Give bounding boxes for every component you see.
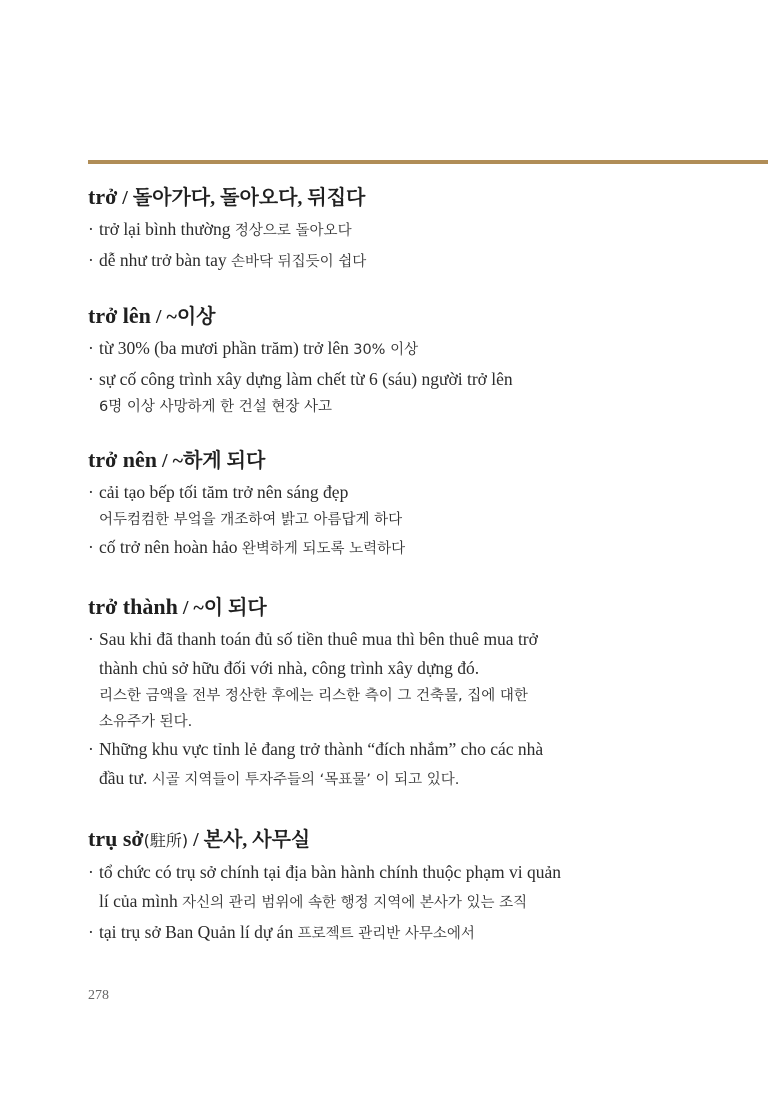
example-vi-cont bbox=[88, 887, 688, 918]
example-ko: 자신의 관리 범위에 속한 행정 지역에 본사가 있는 조직 bbox=[182, 895, 528, 911]
bullet: · bbox=[88, 537, 94, 557]
bullet: · bbox=[88, 629, 94, 649]
example-line bbox=[88, 334, 688, 365]
example-ko-line: 어두컴컴한 부엌을 개조하여 밝고 아름답게 하다 bbox=[99, 512, 403, 528]
example-vi: từ 30% (ba mươi phần trăm) trở lên bbox=[99, 338, 349, 358]
entry-meaning: 돌아가다, 돌아오다, 뒤집다 bbox=[132, 187, 366, 209]
entry-meaning: ~이상 bbox=[166, 306, 216, 328]
entry-tro-len bbox=[88, 302, 688, 420]
entry-tro bbox=[88, 183, 688, 277]
entry-heading bbox=[88, 302, 688, 331]
example-line bbox=[88, 735, 688, 764]
entry-term: trở lên bbox=[88, 303, 151, 328]
example-ko: 프로젝트 관리반 사무소에서 bbox=[297, 926, 475, 942]
example-ko-line: 소유주가 된다. bbox=[99, 714, 193, 730]
example-line bbox=[88, 858, 688, 887]
example-vi-cont bbox=[88, 764, 688, 795]
example-line bbox=[88, 625, 688, 654]
bullet: · bbox=[88, 219, 94, 239]
example-line bbox=[88, 365, 688, 394]
example-ko: 완벽하게 되도록 노력하다 bbox=[241, 541, 406, 557]
entry-heading bbox=[88, 825, 688, 855]
example-ko: 손바닥 뒤집듯이 쉽다 bbox=[230, 254, 367, 270]
entry-heading bbox=[88, 183, 688, 212]
bullet: · bbox=[88, 862, 94, 882]
entry-separator: / bbox=[188, 829, 204, 851]
example-vi: cố trở nên hoàn hảo bbox=[99, 537, 238, 557]
page-number: 278 bbox=[88, 988, 109, 1003]
entry-term: trụ sở bbox=[88, 826, 144, 851]
bullet: · bbox=[88, 250, 94, 270]
example-vi: sự cố công trình xây dựng làm chết từ 6 (sáu) người trở lên bbox=[99, 369, 513, 389]
entry-separator: / bbox=[177, 597, 194, 619]
example-line bbox=[88, 215, 688, 246]
entry-term: trở nên bbox=[88, 447, 158, 472]
example-vi: tổ chức có trụ sở chính tại địa bàn hành chính thuộc phạm vi quản bbox=[99, 862, 561, 882]
example-line bbox=[88, 246, 688, 277]
entry-separator: / bbox=[117, 187, 133, 209]
example-ko-line: 리스한 금액을 전부 정산한 후에는 리스한 측이 그 건축물, 집에 대한 bbox=[99, 688, 528, 704]
bullet: · bbox=[88, 739, 94, 759]
entry-meaning: ~하게 되다 bbox=[172, 450, 266, 472]
bullet: · bbox=[88, 922, 94, 942]
bullet: · bbox=[88, 482, 94, 502]
entry-meaning: ~이 되다 bbox=[193, 597, 267, 619]
entry-heading bbox=[88, 446, 688, 475]
example-vi-cont: thành chủ sở hữu đối với nhà, công trình xây dựng đó. bbox=[99, 658, 480, 678]
entry-tro-nen bbox=[88, 446, 688, 564]
entry-heading bbox=[88, 593, 688, 622]
entry-term: trở thành bbox=[88, 594, 178, 619]
example-line bbox=[88, 533, 688, 564]
example-vi: đầu tư. bbox=[99, 768, 148, 788]
example-ko-line: 6명 이상 사망하게 한 건설 현장 사고 bbox=[99, 399, 332, 415]
example-ko: 시골 지역들이 투자주들의 ‘목표물’ 이 되고 있다. bbox=[151, 772, 460, 788]
bullet: · bbox=[88, 338, 94, 358]
top-rule bbox=[88, 160, 768, 164]
entry-term: trở bbox=[88, 184, 118, 209]
example-line bbox=[88, 918, 688, 949]
bullet: · bbox=[88, 369, 94, 389]
entry-separator: / bbox=[150, 306, 167, 328]
entry-hanja: (駐所) bbox=[143, 831, 189, 850]
example-vi: tại trụ sở Ban Quản lí dự án bbox=[99, 922, 294, 942]
entry-tru-so bbox=[88, 825, 688, 949]
entry-tro-thanh bbox=[88, 593, 688, 795]
entry-meaning: 본사, 사무실 bbox=[203, 829, 311, 851]
example-line bbox=[88, 478, 688, 507]
entry-separator: / bbox=[157, 450, 173, 472]
example-vi: dễ như trở bàn tay bbox=[99, 250, 227, 270]
example-vi: lí của mình bbox=[99, 891, 178, 911]
example-ko: 30% 이상 bbox=[353, 342, 419, 358]
example-vi: trở lại bình thường bbox=[99, 219, 231, 239]
example-ko: 정상으로 돌아오다 bbox=[234, 223, 352, 239]
example-vi: cải tạo bếp tối tăm trở nên sáng đẹp bbox=[99, 482, 349, 502]
example-vi: Sau khi đã thanh toán đủ số tiền thuê mua thì bên thuê mua trở bbox=[99, 629, 538, 649]
example-vi: Những khu vực tỉnh lẻ đang trở thành “đích nhắm” cho các nhà bbox=[99, 739, 544, 759]
